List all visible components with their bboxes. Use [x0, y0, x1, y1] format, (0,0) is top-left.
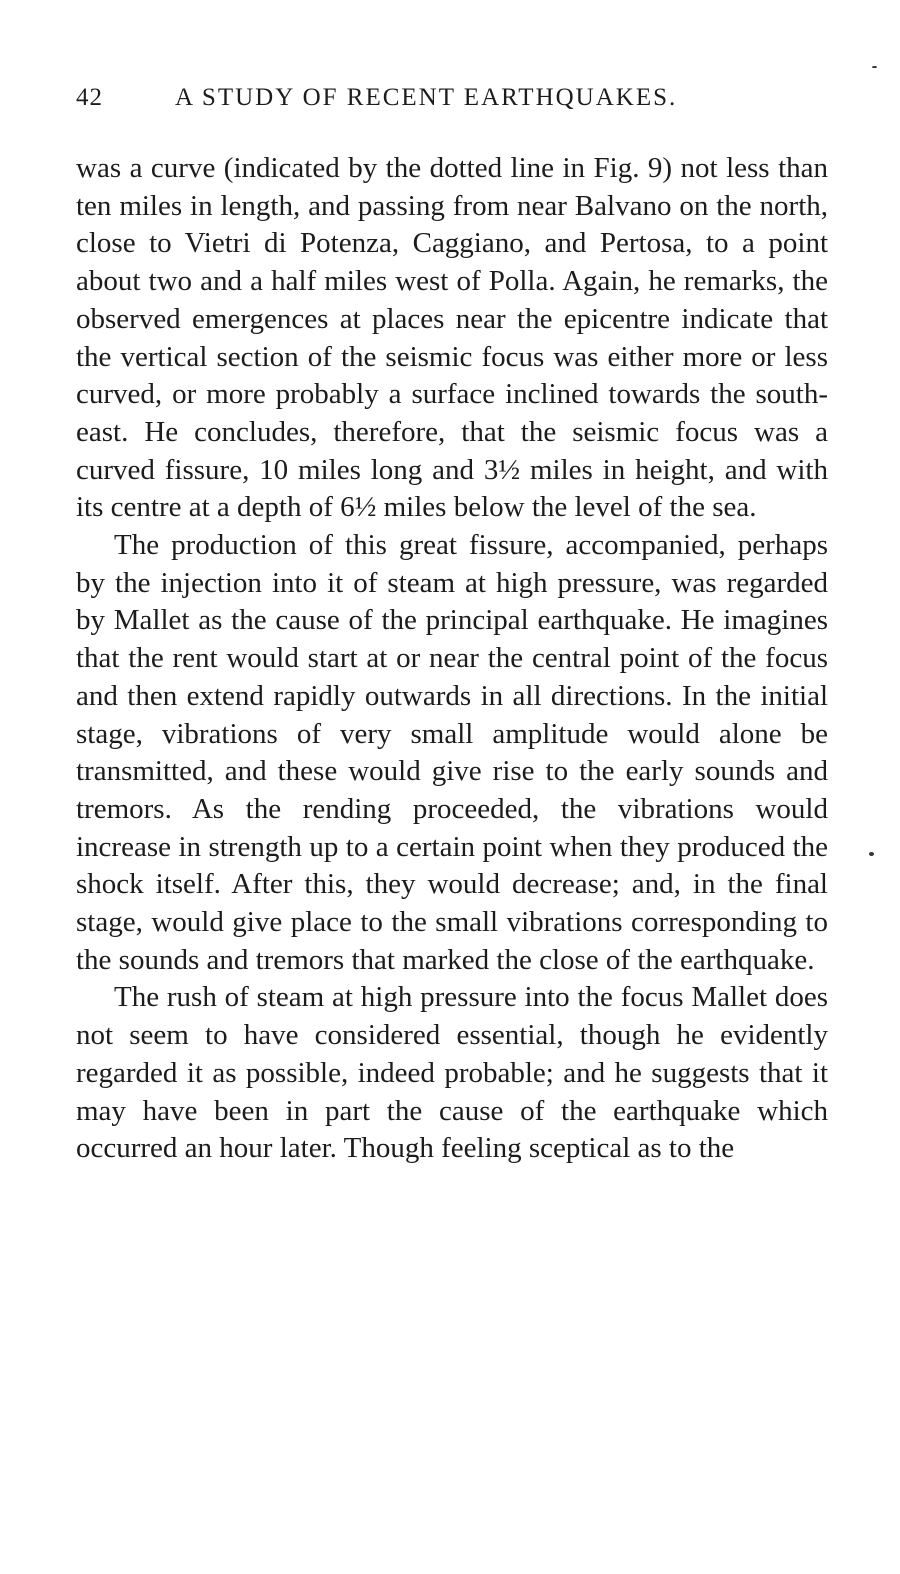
running-title: A STUDY OF RECENT EARTHQUAKES.	[175, 84, 678, 111]
paragraph-continuation: was a curve (indicated by the dotted line in Fig. 9) not less than ten miles in length, and passing from near Balvano on the north, close to Vietri di Potenza, Caggiano, and Pertosa, to a point about two and a half miles west of Polla. Again, he remarks, the observed emergences at places near the epicentre indicate that the vertical section of the seismic focus was either more or less curved, or more probably a surface inclined towards the south-east. He concludes, therefore, that the seismic focus was a curved fissure, 10 miles long and 3½ miles in height, and with its centre at a depth of 6½ miles below the level of the sea.	[76, 152, 828, 524]
page-number: 42	[76, 84, 103, 111]
print-speck	[872, 66, 877, 68]
paragraph-fissure-cause: The production of this great fissure, accompanied, perhaps by the injection into it of steam at high pressure, was regarded by Mallet as the cause of the principal earthquake. He imagines that the rent would start at or near the central point of the focus and then extend rapidly outwards in all directions. In the initial stage, vibrations of very small amplitude would alone be transmitted, and these would give rise to the early sounds and tremors. As the rending proceeded, the vibrations would increase in strength up to a certain point when they produced the shock itself. After this, they would decrease; and, in the final stage, would give place to the small vibrations corresponding to the sounds and tremors that marked the close of the earthquake.	[76, 529, 828, 976]
running-head	[76, 84, 826, 120]
paragraph-steam-rush: The rush of steam at high pressure into the focus Mallet does not seem to have considered essential, though he evidently regarded it as possible, indeed probable; and he suggests that it may have been in part the cause of the earthquake which occurred an hour later. Though feeling sceptical as to the	[76, 981, 828, 1165]
print-speck	[869, 852, 874, 856]
body-text	[76, 150, 828, 1168]
